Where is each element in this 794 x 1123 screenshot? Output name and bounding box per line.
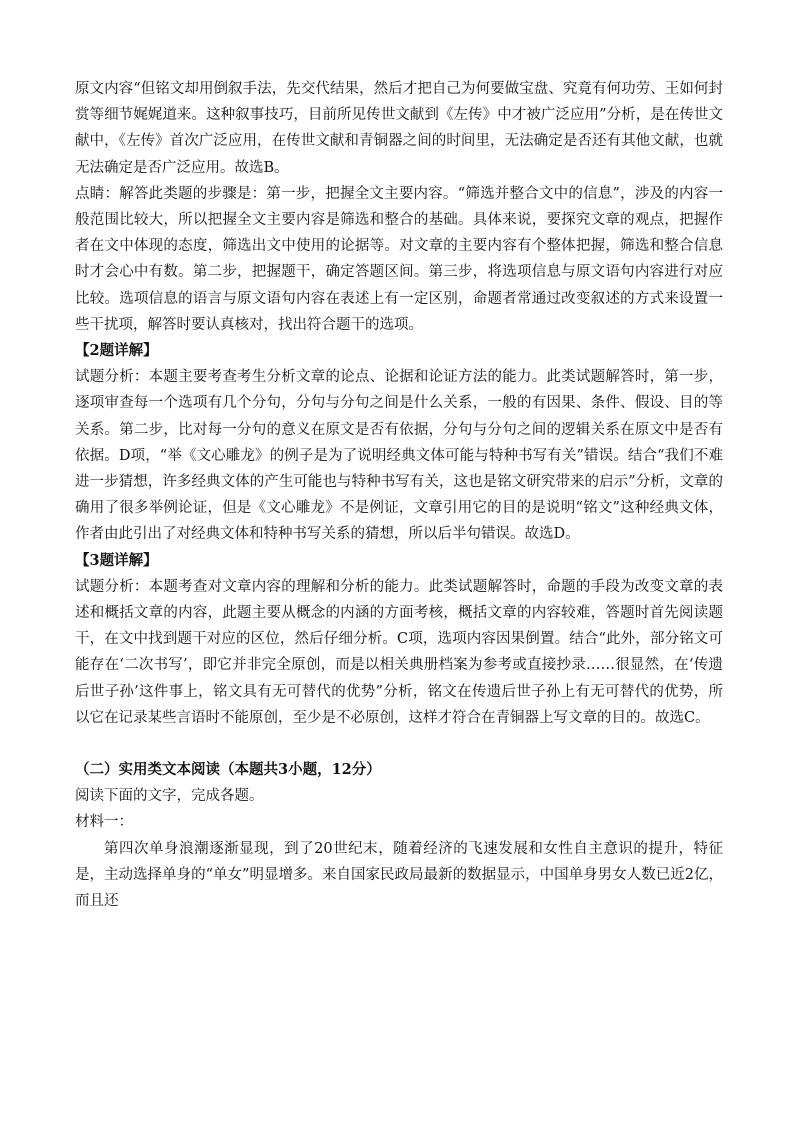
material-label: 材料一： <box>75 814 133 831</box>
question-2-analysis: 试题分析：本题主要考查考生分析文章的论点、论据和论证方法的能力。此类试题解答时，第一步，逐项审查每一个选项有几个分句，分句与分句之间是什么关系，一般的有因果、条件、假设、目的等关系。第二步，比对每一分句的意义在原文是否有依据，分句与分句之间的逻辑关系在原文中是否有依据。D项，“举《文心雕龙》的例子是为了说明经典文体可能与特种书写有关”错误。结合“我们不难进一步猜想，许多经典文体的产生可能也与特种书写有关，这也是铭文研究带来的启示”分析，文章的确用了很多举例论证，但是《文心雕龙》不是例证，文章引用它的目的是说明“铭文”这种经典文体，作者由此引出了对经典文体和特种书写关系的猜想，所以后半句错误。故选D。 <box>75 369 723 543</box>
question-3-heading: 【3题详解】 <box>75 551 158 569</box>
instruction-text: 阅读下面的文字，完成各题。 <box>75 788 264 805</box>
spacer <box>75 731 723 757</box>
document-page <box>75 76 723 914</box>
question-2-heading: 【2题详解】 <box>75 342 158 360</box>
answer-paragraph-1: 原文内容“但铭文却用倒叙手法，先交代结果，然后才把自己为何要做宝盘、究竟有何功劳、王如何封赏等细节娓娓道来。这种叙事技巧，目前所见传世文献到《左传》中才被广泛应用”分析，是在传世文献中，《左传》首次广泛应用，在传世文献和青铜器之间的时间里，无法确定是否还有其他文献，也就无法确定是否广泛应用。故选B。 <box>75 81 723 176</box>
question-3-analysis: 试题分析：本题考查对文章内容的理解和分析的能力。此类试题解答时，命题的手段为改变文章的表述和概括文章的内容，此题主要从概念的内涵的方面考核，概括文章的内容较难，答题时首先阅读题干，在文中找到题干对应的区位，然后仔细分析。C项，选项内容因果倒置。结合“此外，部分铭文可能存在‘二次书写’，即它并非完全原创，而是以相关典册档案为参考或直接抄录……很显然，在‘传遗后世子孙’这件事上，铭文具有无可替代的优势”分析，铭文在传遗后世子孙上有无可替代的优势，所以它在记录某些言语时不能原创，至少是不必原创，这样才符合在青铜器上写文章的目的。故选C。 <box>75 578 723 726</box>
material-paragraph: 第四次单身浪潮逐渐显现，到了20世纪末，随着经济的飞速发展和女性自主意识的提升，特征是，主动选择单身的“单女”明显增多。来自国家民政局最新的数据显示，中国单身男女人数已近2亿，而且还 <box>75 840 723 910</box>
tip-paragraph: 点睛：解答此类题的步骤是：第一步，把握全文主要内容。“筛选并整合文中的信息”，涉及的内容一般范围比较大，所以把握全文主要内容是筛选和整合的基础。具体来说，要探究文章的观点，把握作者在文中体现的态度，筛选出文中使用的论据等。对文章的主要内容有个整体把握，筛选和整合信息时才会心中有数。第二步，把握题干，确定答题区间。第三步，将选项信息与原文语句内容进行对应比较。选项信息的语言与原文语句内容在表述上有一定区别，命题者常通过改变叙述的方式来设置一些干扰项，解答时要认真核对，找出符合题干的选项。 <box>75 185 723 333</box>
section-title: （二）实用类文本阅读（本题共3小题，12分） <box>75 761 381 779</box>
